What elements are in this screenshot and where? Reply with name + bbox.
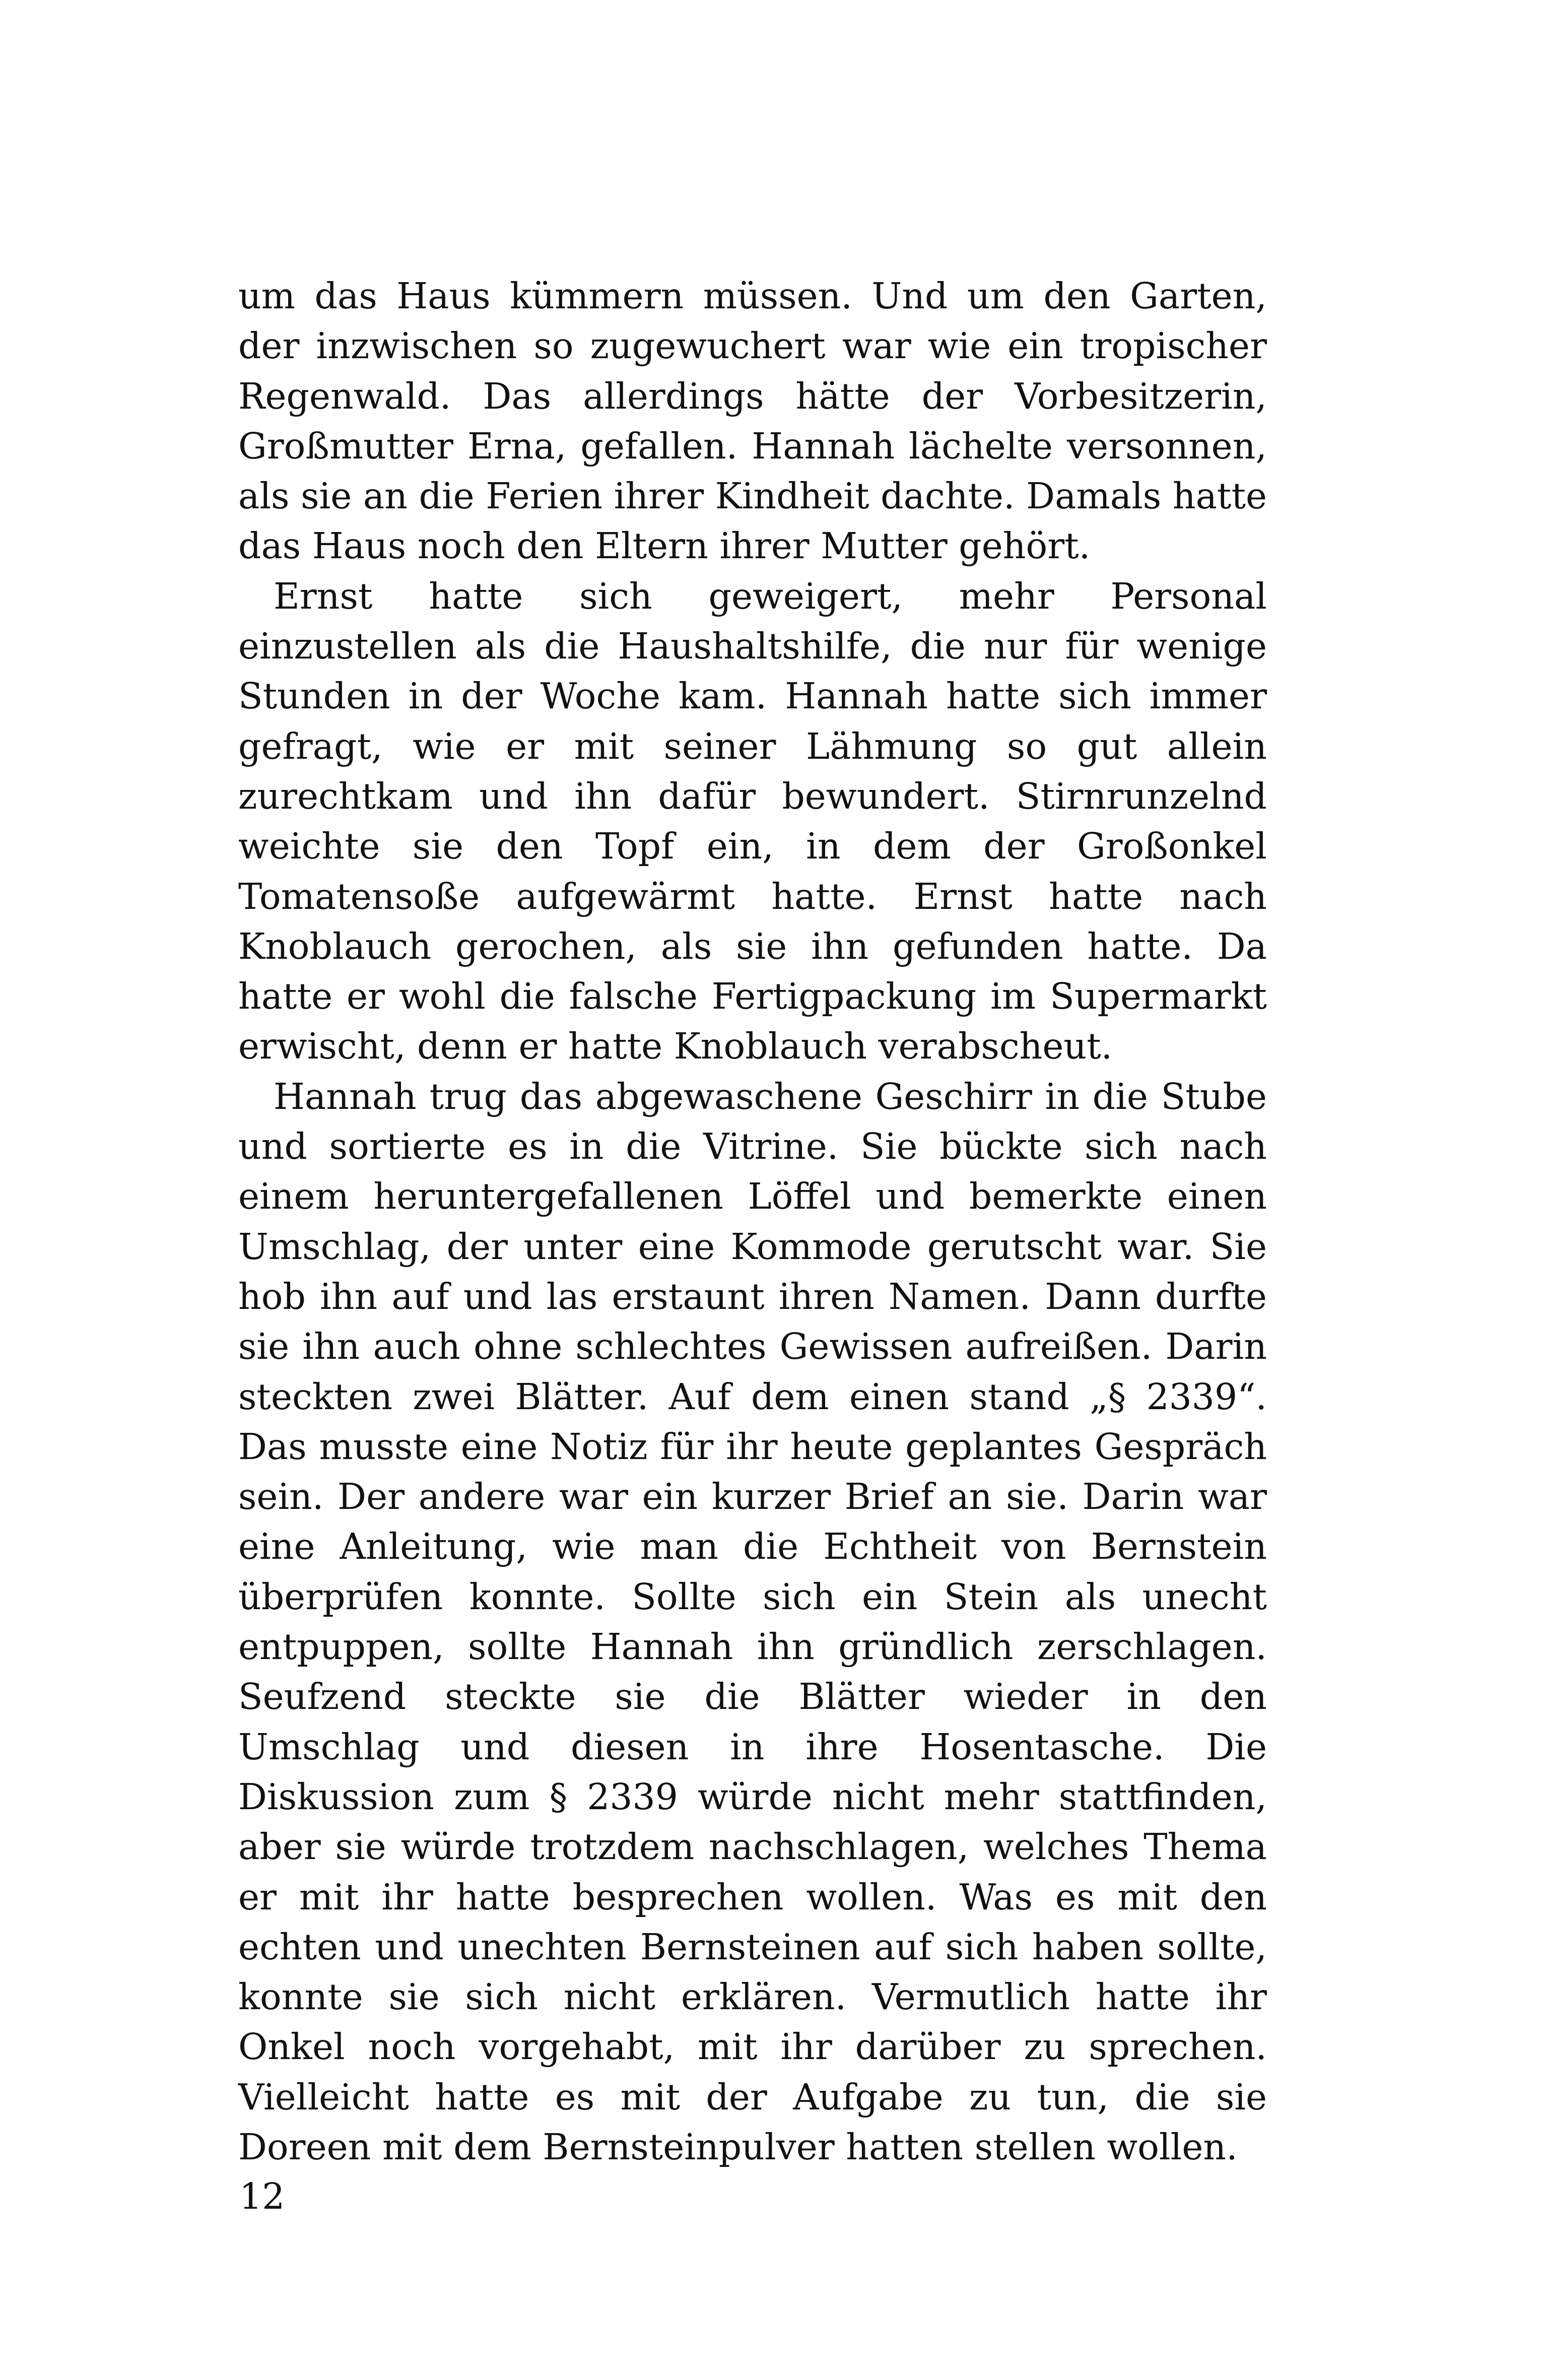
page-number: 12: [239, 2175, 285, 2217]
paragraph-1: um das Haus kümmern müssen. Und um den Garten, der inzwischen so zugewuchert war wie ein tropischer Regenwald. Das allerdings hätte der Vorbesitzerin, Großmutter Erna, gefallen. Hannah lächelte versonnen, als sie an die Ferien ihrer Kindheit dachte. Damals hatte das Haus noch den Eltern ihrer Mutter gehört.: [238, 275, 1267, 567]
paragraph-2: Ernst hatte sich geweigert, mehr Personal einzustellen als die Haushaltshilfe, die nur für wenige Stunden in der Woche kam. Hannah hatte sich immer gefragt, wie er mit seiner Lähmung so gut allein zurechtkam und ihn dafür bewundert. Stirnrunzelnd weichte sie den Topf ein, in dem der Großonkel Tomatensoße aufgewärmt hatte. Ernst hatte nach Knoblauch gerochen, als sie ihn gefunden hatte. Da hatte er wohl die falsche Fertigpackung im Supermarkt erwischt, denn er hatte Knoblauch verabscheut.: [238, 575, 1267, 1068]
paragraph-3: Hannah trug das abgewaschene Geschirr in die Stube und sortierte es in die Vitrine. Sie bückte sich nach einem heruntergefallenen Löffel und bemerkte einen Umschlag, der unter eine Kommode gerutscht war. Sie hob ihn auf und las erstaunt ihren Namen. Dann durfte sie ihn auch ohne schlechtes Gewissen aufreißen. Darin steckten zwei Blätter. Auf dem einen stand „§ 2339“. Das musste eine Notiz für ihr heute geplantes Gespräch sein. Der andere war ein kurzer Brief an sie. Darin war eine Anleitung, wie man die Echtheit von Bernstein überprüfen konnte. Sollte sich ein Stein als unecht entpuppen, sollte Hannah ihn gründlich zerschlagen. Seufzend steckte sie die Blätter wieder in den Umschlag und diesen in ihre Hosentasche. Die Diskussion zum § 2339 würde nicht mehr stattfinden, aber sie würde trotzdem nachschlagen, welches Thema er mit ihr hatte besprechen wollen. Was es mit den echten und unechten Bernsteinen auf sich haben sollte, konnte sie sich nicht erklären. Vermutlich hatte ihr Onkel noch vorgehabt, mit ihr darüber zu sprechen. Vielleicht hatte es mit der Aufgabe zu tun, die sie Doreen mit dem Bernsteinpulver hatten stellen wollen.: [238, 1075, 1267, 2168]
body-text: [238, 271, 1267, 2172]
